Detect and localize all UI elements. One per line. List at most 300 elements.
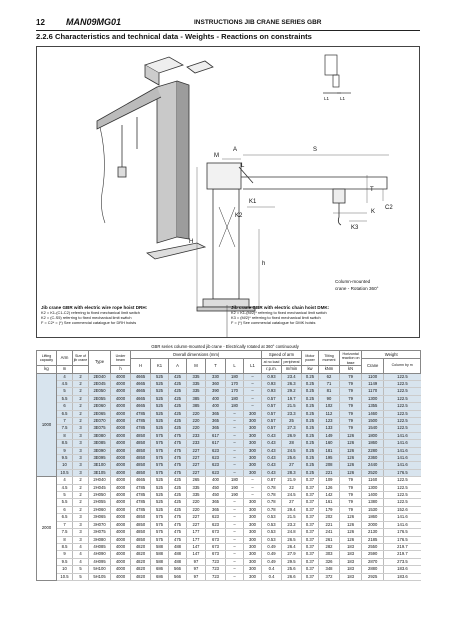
table-cell: 180 [226, 373, 244, 380]
table-cell: 4665 [131, 388, 151, 395]
table-row [37, 477, 421, 484]
table-cell: 2H045 [89, 484, 111, 491]
table-cell: – [226, 551, 244, 558]
dim-label-m: M [214, 153, 219, 159]
table-cell: 4000 [111, 514, 131, 521]
table-cell: 4820 [131, 543, 151, 550]
table-cell: 2 [73, 506, 89, 513]
table-cell: 0.43 [262, 447, 282, 454]
table-cell: 2 [73, 499, 89, 506]
table-cell: 122.5 [384, 477, 421, 484]
table-group-1000kg [37, 373, 421, 477]
table-cell: 2 [73, 418, 89, 425]
table-row [37, 440, 421, 447]
table-cell: 0.37 [302, 536, 319, 543]
col-K1: K1 [151, 358, 169, 373]
table-cell: 19.7 [282, 395, 302, 402]
table-cell: 330 [206, 373, 226, 380]
table-cell: 617 [206, 440, 226, 447]
table-cell: 9 [57, 447, 73, 454]
table-cell: 300 [244, 558, 262, 565]
table-cell: 4000 [111, 373, 131, 380]
table-cell: 4665 [131, 477, 151, 484]
table-cell: 8 [57, 432, 73, 439]
table-cell: 4000 [111, 558, 131, 565]
table-cell: 27 [282, 499, 302, 506]
unit-kg: kg [37, 366, 57, 373]
table-cell: 617 [206, 432, 226, 439]
table-cell: 4000 [111, 536, 131, 543]
table-cell: 4 [73, 543, 89, 550]
notes-drh-title: Jib crane GBR with electric wire rope hoist DRH: [41, 305, 148, 310]
table-cell: 575 [151, 536, 169, 543]
table-cell: – [226, 418, 244, 425]
table-cell: 21.5 [282, 514, 302, 521]
table-cell: 425 [169, 418, 187, 425]
table-cell: 0.25 [302, 462, 319, 469]
table-cell: 0.43 [262, 455, 282, 462]
table-cell: 233 [187, 432, 206, 439]
table-cell: 575 [151, 455, 169, 462]
table-cell: 3E105 [89, 469, 111, 476]
table-cell: 2H060 [89, 506, 111, 513]
table-row [37, 410, 421, 417]
table-cell: 623 [206, 455, 226, 462]
notes-drh-line-1: K2 = K1-(C1-C2) referring to fixed mechanical limit switch [41, 310, 140, 315]
table-cell: – [244, 484, 262, 491]
table-cell: 4H095 [89, 558, 111, 565]
table-cell: 4850 [131, 432, 151, 439]
table-cell: 2E070 [89, 418, 111, 425]
table-cell: 25.6 [282, 566, 302, 573]
table-cell: 3 [73, 447, 89, 454]
col-size: Size of jib crane [73, 351, 89, 366]
table-row [37, 395, 421, 402]
table-cell: 0.37 [302, 558, 319, 565]
table-cell: 126 [340, 440, 362, 447]
table-cell: 1300 [362, 395, 384, 402]
table-cell: 3 [73, 521, 89, 528]
table-cell: 686 [151, 566, 169, 573]
table-cell: 300 [244, 514, 262, 521]
table-cell: 0.57 [262, 410, 282, 417]
table-cell: 5.5 [57, 499, 73, 506]
table-cell: 181 [319, 447, 340, 454]
table-cell: 122.5 [384, 380, 421, 387]
table-cell: 208 [319, 462, 340, 469]
unit-mmin: m/min [282, 366, 302, 373]
table-cell: 4850 [131, 462, 151, 469]
table-cell: 300 [244, 432, 262, 439]
table-cell: 4000 [111, 403, 131, 410]
table-cell: – [244, 388, 262, 395]
table-cell: 525 [151, 395, 169, 402]
table-cell: 1400 [362, 492, 384, 499]
table-cell: 220 [187, 418, 206, 425]
table-cell: 525 [151, 499, 169, 506]
table-cell: 26.3 [282, 380, 302, 387]
table-cell: 0.93 [262, 373, 282, 380]
table-cell: 122.5 [384, 492, 421, 499]
table-cell: 1149 [362, 380, 384, 387]
table-cell: 109 [319, 477, 340, 484]
table-cell: 177 [187, 529, 206, 536]
table-cell: 4000 [111, 469, 131, 476]
table-cell: 525 [151, 492, 169, 499]
table-cell: – [244, 403, 262, 410]
table-cell: 575 [151, 469, 169, 476]
table-cell: 126 [340, 514, 362, 521]
table-cell: 221 [319, 469, 340, 476]
table-cell: 0.4 [262, 566, 282, 573]
table-cell: 133 [319, 425, 340, 432]
table-row [37, 492, 421, 499]
col-T: T [206, 358, 226, 373]
table-cell: 4000 [111, 380, 131, 387]
table-cell: 79 [340, 492, 362, 499]
col-h: h [111, 366, 131, 373]
document-code: MAN09MG01 [66, 17, 122, 27]
table-cell: 0.37 [302, 484, 319, 491]
dim-label-l1b: L1 [340, 96, 346, 101]
table-cell: 3 [73, 536, 89, 543]
table-cell: 623 [206, 447, 226, 454]
table-cell: 623 [206, 469, 226, 476]
table-cell: 183 [340, 573, 362, 580]
table-cell: 385 [187, 395, 206, 402]
table-cell: 4785 [131, 499, 151, 506]
table-cell: – [226, 469, 244, 476]
table-cell: 0.53 [262, 536, 282, 543]
table-cell: 673 [206, 536, 226, 543]
col-motor: Motor power [302, 351, 319, 366]
table-cell: 300 [244, 566, 262, 573]
table-cell: 300 [244, 529, 262, 536]
table-cell: – [244, 373, 262, 380]
table-cell: 2 [73, 484, 89, 491]
table-cell: 97 [187, 566, 206, 573]
table-cell: 425 [169, 410, 187, 417]
table-cell: 265 [187, 477, 206, 484]
table-cell: 176.5 [384, 469, 421, 476]
table-cell: 126 [340, 447, 362, 454]
table-cell: 0.37 [302, 551, 319, 558]
table-cell: 79 [340, 403, 362, 410]
table-cell: 160 [319, 440, 340, 447]
table-row [37, 373, 421, 380]
table-cell: 141.6 [384, 462, 421, 469]
table-cell: 0.37 [302, 492, 319, 499]
table-cell: 2H050 [89, 492, 111, 499]
table-cell: 5 [73, 573, 89, 580]
table-cell: 5 [73, 566, 89, 573]
table-cell: 22 [282, 484, 302, 491]
table-row [37, 388, 421, 395]
rotation-note [335, 279, 379, 291]
table-cell: 24.8 [282, 529, 302, 536]
table-cell: 525 [151, 373, 169, 380]
table-cell: 79 [340, 499, 362, 506]
table-cell: 161 [319, 499, 340, 506]
table-cell: 488 [169, 551, 187, 558]
table-row [37, 514, 421, 521]
table-cell: 4850 [131, 536, 151, 543]
table-cell: 4820 [131, 566, 151, 573]
table-cell: 122.5 [384, 403, 421, 410]
table-cell: 0.37 [302, 566, 319, 573]
table-cell: 25 [282, 418, 302, 425]
table-row [37, 403, 421, 410]
table-cell: 4000 [111, 447, 131, 454]
table-row [37, 506, 421, 513]
table-cell: 4850 [131, 514, 151, 521]
table-cell: 0.25 [302, 455, 319, 462]
table-cell: 29.2 [282, 388, 302, 395]
table-cell: 0.78 [262, 506, 282, 513]
table-cell: 525 [151, 403, 169, 410]
table-cell: 126 [340, 521, 362, 528]
table-cell: 3 [73, 469, 89, 476]
table-cell: 3E080 [89, 432, 111, 439]
table-cell: 2130 [362, 529, 384, 536]
table-cell: 588 [151, 551, 169, 558]
table-cell: 122.5 [384, 395, 421, 402]
table-cell: 79 [340, 388, 362, 395]
table-cell: 390 [206, 388, 226, 395]
table-cell: – [226, 566, 244, 573]
table-cell: 2520 [362, 469, 384, 476]
table-cell: – [244, 477, 262, 484]
table-cell: 4820 [131, 558, 151, 565]
table-cell: 220 [187, 506, 206, 513]
technical-data-table [36, 344, 421, 581]
table-cell: 450 [206, 492, 226, 499]
table-cell: 7.5 [57, 425, 73, 432]
table-cell: 0.37 [302, 543, 319, 550]
table-cell: 335 [187, 388, 206, 395]
table-cell: 122.5 [384, 373, 421, 380]
table-cell: 3H080 [89, 536, 111, 543]
table-cell: 122.5 [384, 499, 421, 506]
table-cell: 300 [244, 455, 262, 462]
unit-m: m [57, 366, 73, 373]
table-cell: 112 [319, 410, 340, 417]
table-cell: 8.5 [57, 440, 73, 447]
table-cell: 183 [340, 543, 362, 550]
table-cell: 525 [151, 388, 169, 395]
table-cell: 400 [206, 477, 226, 484]
table-cell: 195 [319, 455, 340, 462]
table-cell: 3H075 [89, 529, 111, 536]
table-cell: 4000 [111, 395, 131, 402]
table-cell: – [226, 506, 244, 513]
table-cell: 300 [244, 410, 262, 417]
table-cell: 1170 [362, 388, 384, 395]
table-cell: – [226, 410, 244, 417]
table-cell: 0.25 [302, 447, 319, 454]
table-cell: 4000 [111, 388, 131, 395]
table-cell: 525 [151, 477, 169, 484]
table-cell: 475 [169, 440, 187, 447]
table-row [37, 432, 421, 439]
table-cell: 79 [340, 477, 362, 484]
table-cell: 220 [187, 499, 206, 506]
table-cell: 0.49 [262, 543, 282, 550]
table-cell: 10.5 [57, 469, 73, 476]
unit-kn: kN [340, 366, 362, 373]
table-cell: 0.25 [302, 469, 319, 476]
table-row [37, 521, 421, 528]
table-cell: 1860 [362, 514, 384, 521]
table-cell: 3H065 [89, 514, 111, 521]
table-cell: 425 [169, 484, 187, 491]
table-cell: 5 [57, 388, 73, 395]
table-cell: 360 [206, 380, 226, 387]
table-cell: 227 [187, 514, 206, 521]
table-cell: 0.93 [262, 388, 282, 395]
table-cell: 9.5 [57, 455, 73, 462]
table-cell: 475 [169, 432, 187, 439]
table-cell: 190 [226, 484, 244, 491]
table-cell: 2280 [362, 447, 384, 454]
table-cell: 475 [169, 529, 187, 536]
table-cell: 227 [187, 455, 206, 462]
table-cell: 326 [319, 558, 340, 565]
table-cell: 2H040 [89, 477, 111, 484]
table-cell: – [226, 425, 244, 432]
table-cell: 488 [169, 543, 187, 550]
table-cell: 2 [73, 395, 89, 402]
dim-label-t: T [370, 187, 374, 193]
table-cell: 1530 [362, 506, 384, 513]
table-cell: 147 [187, 543, 206, 550]
table-cell: 0.87 [262, 477, 282, 484]
table-cell: 4785 [131, 506, 151, 513]
table-cell: 1540 [362, 425, 384, 432]
technical-data-table-container [36, 344, 420, 581]
dim-label-s: S [313, 147, 318, 153]
table-cell: 2 [73, 403, 89, 410]
table-cell: – [226, 514, 244, 521]
table-cell: 335 [187, 492, 206, 499]
table-cell: 241 [319, 529, 340, 536]
table-cell: 79 [340, 418, 362, 425]
table-cell: 4820 [131, 551, 151, 558]
table-cell: 4 [73, 558, 89, 565]
table-cell: 2000 [362, 521, 384, 528]
table-cell: 25.6 [282, 455, 302, 462]
table-cell: 5H105 [89, 573, 111, 580]
table-cell: 2E060 [89, 403, 111, 410]
table-cell: 4000 [111, 551, 131, 558]
table-cell: 300 [244, 551, 262, 558]
table-cell: 0.43 [262, 440, 282, 447]
table-cell: 425 [169, 477, 187, 484]
table-cell: 2185 [362, 536, 384, 543]
table-cell: 9 [57, 551, 73, 558]
table-cell: 365 [206, 425, 226, 432]
table-cell: 126 [340, 455, 362, 462]
table-cell: 4000 [111, 425, 131, 432]
table-cell: 1100 [362, 373, 384, 380]
table-cell: – [226, 462, 244, 469]
table-cell: 3 [73, 514, 89, 521]
table-cell: 6.5 [57, 514, 73, 521]
table-cell: 190 [226, 492, 244, 499]
table-cell: 4820 [131, 573, 151, 580]
table-cell: 26.9 [282, 432, 302, 439]
col-A: A [169, 358, 187, 373]
table-cell: 0.43 [262, 432, 282, 439]
table-cell: 220 [187, 425, 206, 432]
table-cell: 0.25 [302, 388, 319, 395]
table-header [37, 344, 421, 373]
table-cell: 0.93 [262, 380, 282, 387]
table-cell: 4000 [111, 506, 131, 513]
table-cell: 566 [169, 573, 187, 580]
table-cell: 4665 [131, 380, 151, 387]
table-cell: – [226, 543, 244, 550]
table-cell: 183 [340, 558, 362, 565]
document-title: INSTRUCTIONS JIB CRANE SERIES GBR [194, 19, 322, 26]
table-cell: 2925 [362, 573, 384, 580]
col-crane: Crane [362, 358, 384, 373]
table-cell: 723 [206, 566, 226, 573]
table-cell: 673 [206, 551, 226, 558]
table-row [37, 380, 421, 387]
table-cell: 475 [169, 469, 187, 476]
table-cell: 4000 [111, 543, 131, 550]
table-cell: 3E075 [89, 425, 111, 432]
table-row [37, 529, 421, 536]
table-cell: 300 [244, 440, 262, 447]
table-cell: 3E085 [89, 440, 111, 447]
table-cell: 525 [151, 425, 169, 432]
crane-perspective-illustration [97, 57, 213, 259]
table-cell: 0.43 [262, 469, 282, 476]
unit-knm: kNm [319, 366, 340, 373]
table-cell: 0.57 [262, 403, 282, 410]
table-cell: 122.5 [384, 425, 421, 432]
table-cell: 488 [169, 558, 187, 565]
table-cell: 79 [340, 410, 362, 417]
table-cell: 2E040 [89, 373, 111, 380]
table-row [37, 418, 421, 425]
notes-dmk-line-2: K3 = (M/2)* referring to fixed mechanical limit switch [231, 315, 321, 320]
table-cell: – [226, 432, 244, 439]
table-cell: 575 [151, 514, 169, 521]
table-cell: 2550 [362, 543, 384, 550]
table-cell: 141.6 [384, 455, 421, 462]
table-cell: 1460 [362, 410, 384, 417]
col-L1: L1 [244, 358, 262, 373]
table-cell: 475 [169, 514, 187, 521]
table-cell: 4H085 [89, 543, 111, 550]
table-cell: 79 [340, 484, 362, 491]
table-cell: 79 [340, 380, 362, 387]
table-cell: 23.3 [282, 410, 302, 417]
col-H: H [131, 358, 151, 373]
table-cell: 123 [319, 418, 340, 425]
table-cell: 4000 [111, 432, 131, 439]
table-cell: 170 [226, 388, 244, 395]
table-cell: 126 [340, 469, 362, 476]
table-cell: 4000 [111, 410, 131, 417]
table-cell: 23.2 [282, 521, 302, 528]
dim-label-k: K [371, 209, 376, 215]
table-cell: 575 [151, 521, 169, 528]
table-row [37, 484, 421, 491]
